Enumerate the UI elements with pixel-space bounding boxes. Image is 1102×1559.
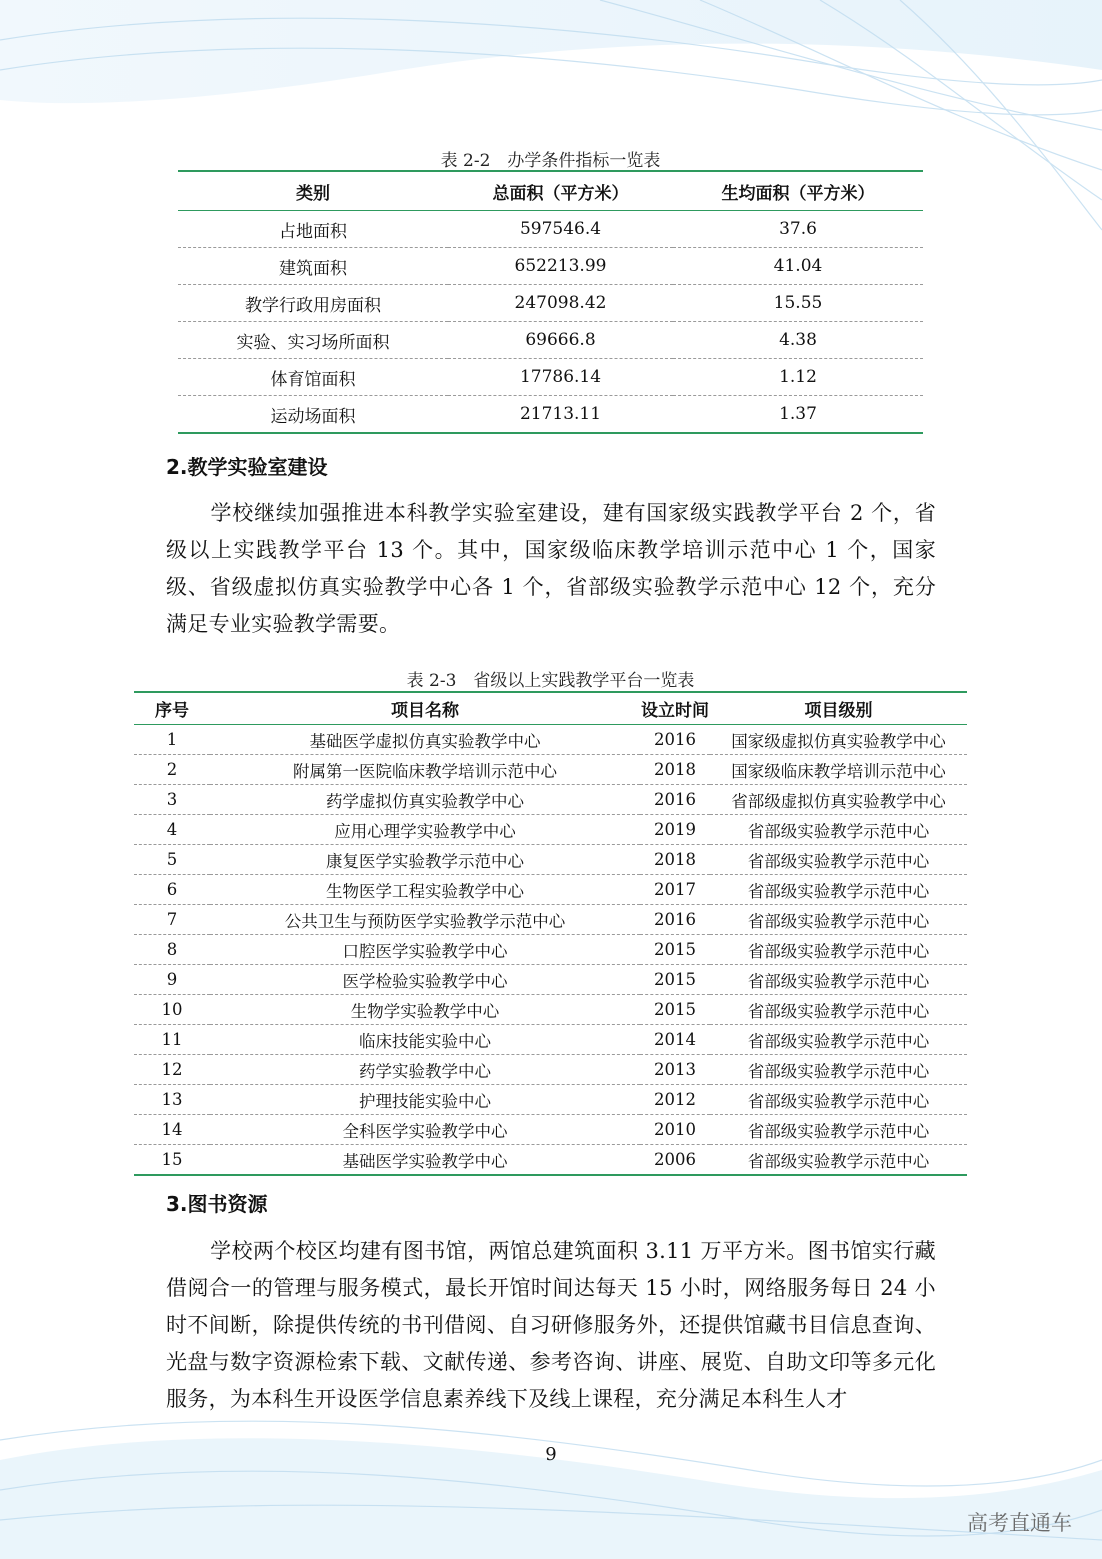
table-cell: 8 (134, 935, 210, 965)
table-cell: 2016 (640, 905, 710, 935)
table-cell: 临床技能实验中心 (210, 1025, 640, 1055)
table-cell: 7 (134, 905, 210, 935)
table-cell: 2015 (640, 935, 710, 965)
table-cell: 9 (134, 965, 210, 995)
table-2-3-caption: 表 2-3 省级以上实践教学平台一览表 (406, 671, 695, 691)
column-header: 类别 (178, 171, 448, 211)
table-2-3-practice-platforms (134, 691, 967, 1176)
table-2-2-caption: 表 2-2 办学条件指标一览表 (440, 151, 661, 171)
table-row (178, 322, 923, 359)
table-cell: 省部级实验教学示范中心 (710, 1085, 967, 1115)
table-cell: 护理技能实验中心 (210, 1085, 640, 1115)
page-number: 9 (545, 1444, 557, 1465)
table-cell: 1 (134, 725, 210, 755)
table-row (134, 1145, 967, 1176)
table-cell: 6 (134, 875, 210, 905)
table-cell: 实验、实习场所面积 (178, 322, 448, 359)
table-cell: 国家级临床教学培训示范中心 (710, 755, 967, 785)
table-cell: 省部级实验教学示范中心 (710, 875, 967, 905)
column-header: 序号 (134, 692, 210, 725)
table-row (134, 875, 967, 905)
table-cell: 省部级实验教学示范中心 (710, 905, 967, 935)
table-cell: 2013 (640, 1055, 710, 1085)
table-cell: 4 (134, 815, 210, 845)
table-cell: 省部级实验教学示范中心 (710, 815, 967, 845)
table-cell: 2015 (640, 995, 710, 1025)
table-cell: 2019 (640, 815, 710, 845)
table-row (134, 935, 967, 965)
column-header: 生均面积（平方米） (673, 171, 923, 211)
table-row (134, 1025, 967, 1055)
table-cell: 药学实验教学中心 (210, 1055, 640, 1085)
table-cell: 教学行政用房面积 (178, 285, 448, 322)
table-row (134, 905, 967, 935)
table-row (178, 211, 923, 248)
column-header: 设立时间 (640, 692, 710, 725)
table-row (178, 248, 923, 285)
table-row (134, 1055, 967, 1085)
table-header-row (178, 171, 923, 211)
table-cell: 15 (161, 1150, 183, 1169)
table-cell: 全科医学实验教学中心 (210, 1115, 640, 1145)
table-cell: 生物医学工程实验教学中心 (210, 875, 640, 905)
table-cell: 13 (134, 1085, 210, 1115)
table-row (134, 1115, 967, 1145)
table-cell: 247098.42 (448, 285, 673, 322)
table-cell: 11 (134, 1025, 210, 1055)
table-cell: 康复医学实验教学示范中心 (210, 845, 640, 875)
table-header-row (134, 692, 967, 725)
table-cell: 运动场面积 (270, 406, 356, 427)
table-row (134, 845, 967, 875)
table-row (134, 965, 967, 995)
table-cell: 附属第一医院临床教学培训示范中心 (210, 755, 640, 785)
table-cell: 省部级实验教学示范中心 (747, 1151, 930, 1171)
table-row (134, 725, 967, 755)
table-cell: 体育馆面积 (178, 359, 448, 396)
table-cell: 2014 (640, 1025, 710, 1055)
table-cell: 2010 (640, 1115, 710, 1145)
table-cell: 省部级实验教学示范中心 (710, 935, 967, 965)
table-cell: 建筑面积 (178, 248, 448, 285)
table-cell: 国家级虚拟仿真实验教学中心 (710, 725, 967, 755)
table-cell: 2016 (640, 725, 710, 755)
table-cell: 2018 (640, 845, 710, 875)
table-cell: 15.55 (673, 285, 923, 322)
column-header: 总面积（平方米） (448, 171, 673, 211)
table-cell: 基础医学虚拟仿真实验教学中心 (210, 725, 640, 755)
table-cell: 省部级实验教学示范中心 (710, 965, 967, 995)
table-cell: 10 (134, 995, 210, 1025)
table-cell: 3 (134, 785, 210, 815)
table-cell: 公共卫生与预防医学实验教学示范中心 (210, 905, 640, 935)
table-cell: 2016 (640, 785, 710, 815)
table-cell: 省部级实验教学示范中心 (710, 845, 967, 875)
section-heading-library-resources: 3.图书资源 (166, 1192, 268, 1216)
table-cell: 省部级实验教学示范中心 (710, 1115, 967, 1145)
table-cell: 12 (134, 1055, 210, 1085)
table-cell: 69666.8 (448, 322, 673, 359)
table-row (134, 995, 967, 1025)
paragraph-library-resources (166, 1233, 936, 1418)
table-cell: 省部级实验教学示范中心 (710, 1055, 967, 1085)
table-cell: 医学检验实验教学中心 (210, 965, 640, 995)
table-cell: 2006 (654, 1150, 696, 1169)
table-cell: 1.37 (779, 404, 817, 424)
table-cell: 21713.11 (519, 404, 602, 424)
table-cell: 14 (134, 1115, 210, 1145)
paragraph-text: 学校继续加强推进本科教学实验室建设，建有国家级实践教学平台 2 个，省级以上实践教学平台 13 个。其中，国家级临床教学培训示范中心 1 个，国家级、省级虚拟仿真实验教学中心各 1 个，省部级实验教学示范中心 12 个，充分满足专业实验教学需要。 (166, 501, 936, 636)
table-row (178, 396, 923, 434)
table-cell: 2012 (640, 1085, 710, 1115)
column-header: 项目名称 (210, 692, 640, 725)
table-row (134, 755, 967, 785)
table-cell: 应用心理学实验教学中心 (210, 815, 640, 845)
table-cell: 2018 (640, 755, 710, 785)
table-2-2-facility-indicators (178, 170, 923, 434)
table-cell: 37.6 (673, 211, 923, 248)
table-cell: 5 (134, 845, 210, 875)
table-cell: 省部级虚拟仿真实验教学中心 (710, 785, 967, 815)
section-heading-lab-construction: 2.教学实验室建设 (166, 455, 328, 479)
table-cell: 17786.14 (448, 359, 673, 396)
table-row (178, 359, 923, 396)
table-cell: 基础医学实验教学中心 (342, 1151, 508, 1171)
table-cell: 2015 (640, 965, 710, 995)
table-cell: 41.04 (673, 248, 923, 285)
paragraph-lab-construction (166, 495, 936, 643)
watermark-text: 高考直通车 (967, 1511, 1072, 1535)
table-row (134, 815, 967, 845)
table-cell: 口腔医学实验教学中心 (210, 935, 640, 965)
column-header: 项目级别 (710, 692, 967, 725)
table-cell: 2 (134, 755, 210, 785)
table-cell: 4.38 (673, 322, 923, 359)
table-cell: 省部级实验教学示范中心 (710, 1025, 967, 1055)
table-row (134, 785, 967, 815)
table-cell: 药学虚拟仿真实验教学中心 (210, 785, 640, 815)
table-cell: 省部级实验教学示范中心 (710, 995, 967, 1025)
table-cell: 占地面积 (178, 211, 448, 248)
table-cell: 652213.99 (448, 248, 673, 285)
table-cell: 2017 (640, 875, 710, 905)
paragraph-text: 学校两个校区均建有图书馆，两馆总建筑面积 3.11 万平方米。图书馆实行藏借阅合一的管理与服务模式，最长开馆时间达每天 15 小时，网络服务每日 24 小时不间断，除提供传统的书刊借阅、自习研修服务外，还提供馆藏书目信息查询、光盘与数字资源检索下载、文献传递、参考咨询、讲座、展览、自助文印等多元化服务，为本科生开设医学信息素养线下及线上课程，充分满足本科生人才 (166, 1239, 936, 1411)
table-row (178, 285, 923, 322)
table-cell: 1.12 (673, 359, 923, 396)
table-cell: 生物学实验教学中心 (210, 995, 640, 1025)
table-row (134, 1085, 967, 1115)
table-cell: 597546.4 (448, 211, 673, 248)
